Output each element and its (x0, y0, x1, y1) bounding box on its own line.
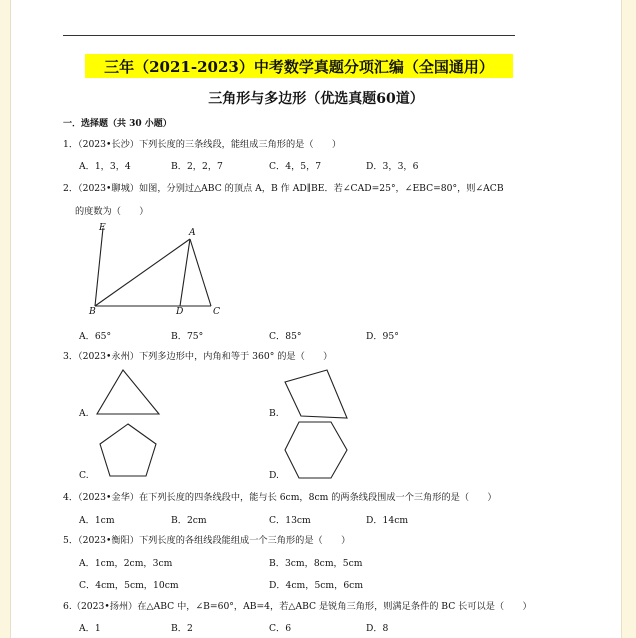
question-5-option-a: A．1cm，2cm，3cm (79, 558, 173, 569)
question-5-option-d: D．4cm，5cm，6cm (269, 580, 364, 591)
option-c-pentagon-shape (95, 420, 161, 480)
question-5-stem: 5．（2023•衡阳）下列长度的各组线段能组成一个三角形的是（ ） (63, 535, 351, 546)
question-1-stem: 1．（2023•长沙）下列长度的三条线段，能组成三角形的是（ ） (63, 139, 342, 150)
question-1-option-a: A．1，3，4 (79, 161, 131, 172)
document-subtitle: 三角形与多边形（优选真题60道） (208, 91, 424, 107)
question-4-option-a: A．1cm (79, 515, 115, 526)
option-d-hexagon-shape (283, 420, 349, 480)
line-ac (190, 239, 211, 306)
question-5-option-c: C．4cm，5cm，10cm (79, 580, 179, 591)
question-1-option-c: C．4，5，7 (269, 161, 322, 172)
document-page (10, 0, 622, 638)
question-6-option-b: B．2 (171, 623, 193, 634)
question-2-stem-continued: 的度数为（ ） (75, 206, 149, 217)
question-4-option-d: D．14cm (366, 515, 409, 526)
question-3-option-b: B. (269, 408, 279, 419)
option-b-quadrilateral-shape (283, 368, 353, 420)
line-ad (180, 239, 190, 306)
line-be (95, 228, 103, 306)
header-rule (63, 35, 515, 36)
question-3-option-c: C. (79, 470, 89, 481)
question-2-option-a: A．65° (79, 331, 112, 342)
question-1-option-d: D．3，3，6 (366, 161, 419, 172)
question-1-option-b: B．2，2，7 (171, 161, 223, 172)
option-a-triangle-shape (95, 368, 165, 418)
question-2-option-d: D．95° (366, 331, 399, 342)
figure-label-d: D (176, 306, 184, 317)
question-2-stem: 2．（2023•聊城）如图，分别过△ABC 的顶点 A，B 作 AD∥BE．若∠CAD=25°，∠EBC=80°，则∠ACB (63, 183, 504, 194)
question-4-option-c: C．13cm (269, 515, 311, 526)
question-2-option-c: C．85° (269, 331, 302, 342)
question-3-option-a: A. (79, 408, 89, 419)
question-4-option-b: B．2cm (171, 515, 207, 526)
figure-label-e: E (99, 222, 106, 233)
section-heading: 一．选择题（共 30 小题） (63, 119, 172, 129)
document-title: 三年（2021-2023）中考数学真题分项汇编（全国通用） (85, 54, 513, 78)
figure-label-c: C (213, 306, 221, 317)
figure-label-a: A (189, 227, 196, 238)
question-6-option-c: C．6 (269, 623, 292, 634)
line-ba (95, 239, 190, 306)
question-6-stem: 6.（2023•扬州）在△ABC 中，∠B=60°，AB=4，若△ABC 是锐角三角形，则满足条件的 BC 长可以是（ ） (63, 601, 532, 612)
question-2-option-b: B．75° (171, 331, 204, 342)
question-3-option-d: D. (269, 470, 279, 481)
question-5-option-b: B．3cm，8cm，5cm (269, 558, 363, 569)
question-3-stem: 3．（2023•永州）下列多边形中，内角和等于 360° 的是（ ） (63, 351, 333, 362)
figure-label-b: B (89, 306, 96, 317)
question-6-option-d: D．8 (366, 623, 389, 634)
question-6-option-a: A．1 (79, 623, 101, 634)
question-4-stem: 4．（2023•金华）在下列长度的四条线段中，能与长 6cm，8cm 的两条线段围成一个三角形的是（ ） (63, 492, 497, 503)
